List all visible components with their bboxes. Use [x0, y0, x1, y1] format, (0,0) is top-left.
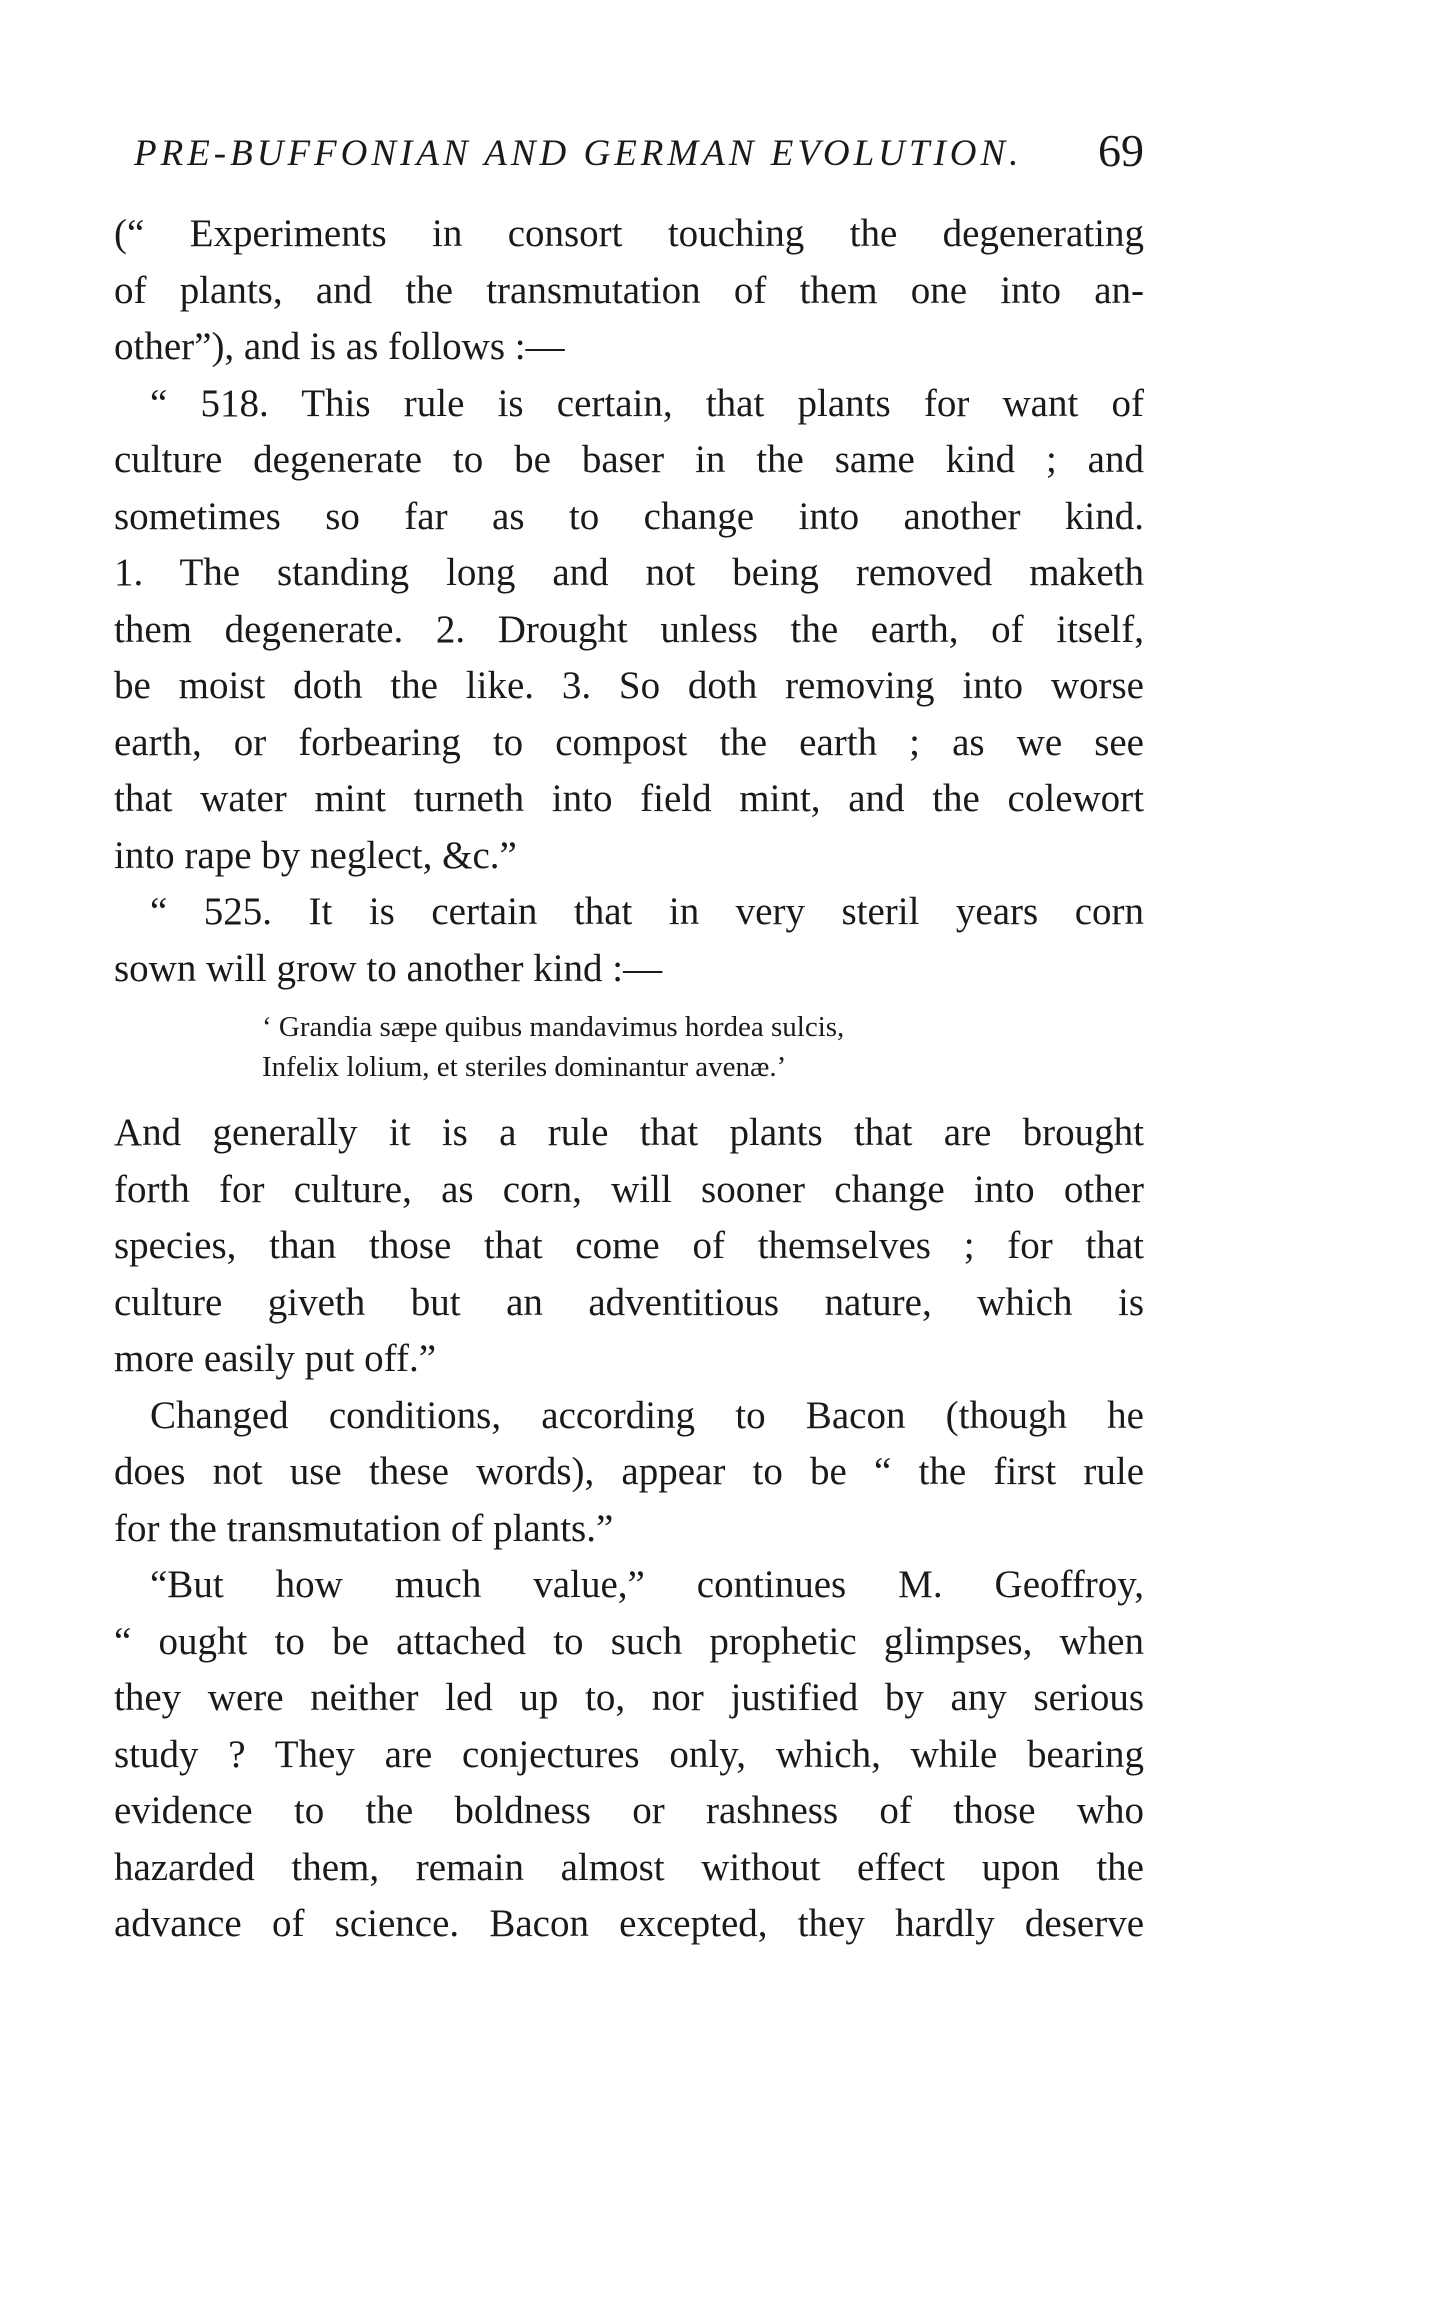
text-line: Changed conditions, according to Bacon (though he [150, 1393, 1144, 1437]
quotation-line: ‘ Grandia sæpe quibus mandavimus hordea sulcis, [262, 1011, 845, 1043]
text-line: of plants, and the transmutation of them one into an- [114, 268, 1144, 312]
text-line: sometimes so far as to change into another kind. [114, 494, 1144, 538]
text-line: advance of science. Bacon excepted, they hardly deserve [114, 1902, 1144, 1945]
page-header [114, 124, 1144, 184]
text-line: “But how much value,” continues M. Geoffroy, [150, 1563, 1144, 1606]
text-line: culture giveth but an adventitious nature, which is [114, 1280, 1144, 1324]
quotation-line: Infelix lolium, et steriles dominantur avenæ.’ [262, 1051, 787, 1083]
text-line: “ 525. It is certain that in very steril years corn [150, 890, 1144, 933]
text-line: they were neither led up to, nor justified by any serious [114, 1676, 1144, 1719]
latin-quotation [114, 1007, 1144, 1087]
text-line: evidence to the boldness or rashness of those who [114, 1789, 1144, 1832]
text-line: 1. The standing long and not being removed maketh [114, 551, 1144, 594]
text-line: species, than those that come of themselves ; for that [114, 1224, 1144, 1267]
text-line: them degenerate. 2. Drought unless the earth, of itself, [114, 607, 1144, 651]
text-line: be moist doth the like. 3. So doth removing into worse [114, 664, 1144, 707]
text-line: “ 518. This rule is certain, that plants for want of [150, 381, 1144, 425]
text-line: “ ought to be attached to such prophetic glimpses, when [114, 1619, 1144, 1663]
body-text [114, 206, 1144, 1953]
text-line: forth for culture, as corn, will sooner change into other [114, 1167, 1144, 1211]
page-number: 69 [1098, 125, 1144, 176]
text-line: sown will grow to another kind :— [114, 946, 663, 990]
text-line: for the transmutation of plants.” [114, 1506, 614, 1550]
text-line: does not use these words), appear to be “ the first rule [114, 1450, 1144, 1493]
text-line: into rape by neglect, &c.” [114, 833, 517, 877]
running-title: PRE-BUFFONIAN AND GERMAN EVOLUTION. [134, 133, 1023, 174]
text-line: that water mint turneth into field mint, and the colewort [114, 777, 1144, 820]
text-line: hazarded them, remain almost without effect upon the [114, 1845, 1144, 1889]
text-line: culture degenerate to be baser in the same kind ; and [114, 438, 1144, 481]
text-line: study ? They are conjectures only, which, while bearing [114, 1732, 1144, 1776]
text-line: other”), and is as follows :— [114, 325, 565, 368]
text-line: (“ Experiments in consort touching the degenerating [114, 212, 1144, 255]
text-line: earth, or forbearing to compost the earth ; as we see [114, 720, 1144, 764]
text-line: And generally it is a rule that plants that are brought [114, 1111, 1144, 1154]
text-line: more easily put off.” [114, 1337, 437, 1380]
